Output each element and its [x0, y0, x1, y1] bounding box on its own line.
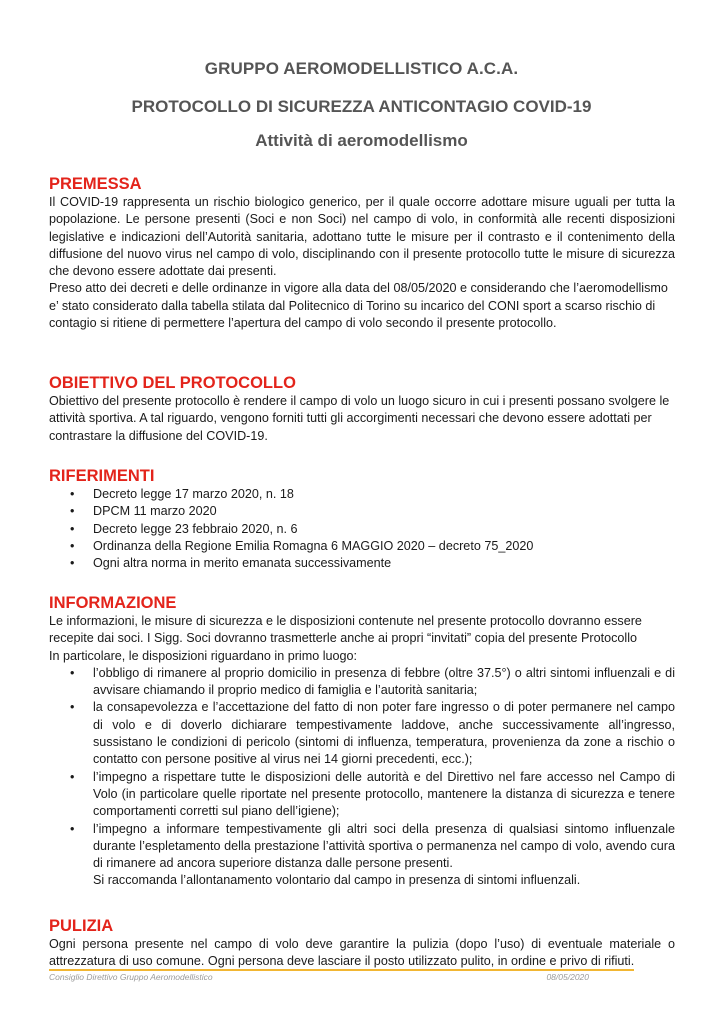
- doc-title-protocol: PROTOCOLLO DI SICUREZZA ANTICONTAGIO COVID-19: [131, 97, 592, 116]
- list-item: • l’obbligo di rimanere al proprio domicilio in presenza di febbre (oltre 37.5°) o altri sintomi influenzali e di avvisare chiamando il proprio medico di famiglia e l’autorità sanitaria;: [70, 665, 675, 698]
- section-premessa: [49, 175, 675, 332]
- section-title-informazione: INFORMAZIONE: [49, 594, 177, 612]
- bullet-icon: •: [70, 821, 75, 836]
- section-obiettivo: [49, 374, 675, 445]
- doc-title-group: GRUPPO AEROMODELLISTICO A.C.A.: [204, 59, 519, 78]
- informazione-note: Si raccomanda l’allontanamento volontario dal campo in presenza di sintomi influenzali.: [93, 873, 581, 888]
- section-pulizia: [49, 917, 675, 971]
- footer-date: 08/05/2020: [546, 972, 589, 982]
- informazione-paragraph-1: Le informazioni, le misure di sicurezza e le disposizioni contenute nel presente protocollo dovranno essere recepite dai soci. I Sigg. Soci dovranno trasmetterle anche ai propri “invitati” copia del presente Protocollo: [49, 614, 642, 646]
- premessa-paragraph-1: Il COVID-19 rappresenta un rischio biologico generico, per il quale occorre adottare misure uguali per tutta la popolazione. Le persone presenti (Soci e non Soci) nel campo di volo, in conformità alle recenti disposizioni legislative e indicazioni dell’Autorità sanitaria, adottano tutte le misure per il contrasto e il contenimento della diffusione del nuovo virus nel campo di volo, disciplinando con il presente protocollo tutte le misure di sicurezza che devono essere adottate dai presenti.: [49, 195, 675, 279]
- section-riferimenti: [49, 467, 675, 572]
- section-title-premessa: PREMESSA: [49, 175, 142, 193]
- informazione-paragraph-2: In particolare, le disposizioni riguardano in primo luogo:: [49, 648, 358, 663]
- list-item: • Decreto legge 17 marzo 2020, n. 18: [49, 486, 675, 503]
- premessa-paragraph-2: Preso atto dei decreti e delle ordinanze in vigore alla data del 08/05/2020 e considerando che l’aeromodellismo e’ stato considerato dalla tabella stilata dal Politecnico di Torino su incarico del CONI sport a scarso rischio di contagio si ritiene di permettere l’apertura del campo di volo secondo il presente protocollo.: [49, 281, 668, 331]
- bullet-icon: •: [70, 769, 75, 784]
- pulizia-text-highlighted: attrezzatura di uso comune. Ogni persona deve lasciare il posto utilizzato pulito, in ordine e privo di rifiuti.: [49, 954, 634, 971]
- bullet-icon: •: [70, 700, 75, 715]
- obiettivo-paragraph: Obiettivo del presente protocollo è rendere il campo di volo un luogo sicuro in cui i presenti possano svolgere le attività sportiva. A tal riguardo, vengono forniti tutti gli accorgimenti necessari che devono essere adottati per contrastare la diffusione del COVID-19.: [49, 394, 670, 443]
- pulizia-text-part-1: Ogni persona presente nel campo di volo deve garantire la pulizia (dopo l’uso) di eventuale materiale o: [49, 937, 675, 951]
- page-footer: [49, 972, 589, 982]
- bullet-icon: •: [70, 665, 75, 680]
- bullet-icon: •: [70, 538, 75, 553]
- list-item: • Ordinanza della Regione Emilia Romagna 6 MAGGIO 2020 – decreto 75_2020: [49, 538, 675, 555]
- list-item: • Decreto legge 23 febbraio 2020, n. 6: [49, 521, 675, 538]
- section-title-riferimenti: RIFERIMENTI: [49, 467, 155, 485]
- bullet-icon: •: [70, 504, 75, 519]
- pulizia-paragraph: [49, 936, 675, 971]
- footer-left-text: Consiglio Direttivo Gruppo Aeromodellistico: [49, 972, 213, 982]
- section-informazione: [49, 594, 675, 890]
- bullet-icon: •: [70, 556, 75, 571]
- list-item: • la consapevolezza e l’accettazione del fatto di non poter fare ingresso o di poter permanere nel campo di volo e di doverlo dichiarare tempestivamente laddove, anche successivamente all’ingresso, sussistano le condizioni di pericolo (sintomi di influenza, temperatura, provenienza da zone a rischio o contatto con persone positive al virus nei 14 giorni precedenti, ecc.);: [70, 700, 675, 767]
- section-title-obiettivo: OBIETTIVO DEL PROTOCOLLO: [49, 374, 296, 392]
- list-item: • l’impegno a rispettare tutte le disposizioni delle autorità e del Direttivo nel fare accesso nel Campo di Volo (in particolare quelle riportate nel presente protocollo, mantenere la distanza di sicurezza e tenere comportamenti corretti sul piano dell’igiene);: [70, 769, 675, 819]
- list-item: • DPCM 11 marzo 2020: [49, 503, 675, 520]
- riferimenti-list: [49, 486, 675, 572]
- bullet-icon: •: [70, 521, 75, 536]
- doc-subtitle: Attività di aeromodellismo: [255, 131, 468, 150]
- bullet-icon: •: [70, 487, 75, 501]
- informazione-list: [49, 665, 675, 873]
- section-title-pulizia: PULIZIA: [49, 917, 114, 935]
- list-item: • l’impegno a informare tempestivamente gli altri soci della presenza di qualsiasi sintomo influenzale durante l’espletamento della prestazione l’attività sportiva o permanenza nel campo di volo, avendo cura di rimanere ad ancora superiore distanza dalle persone presenti.: [70, 821, 675, 871]
- list-item: • Ogni altra norma in merito emanata successivamente: [49, 555, 675, 572]
